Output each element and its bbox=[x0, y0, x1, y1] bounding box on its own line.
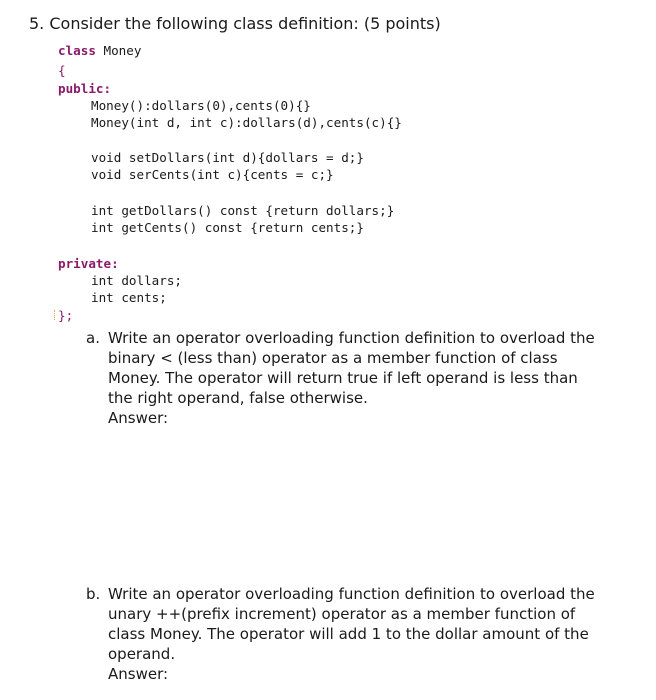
part-b-body bbox=[108, 584, 628, 684]
code-private-label: private: bbox=[58, 256, 119, 271]
part-b-letter: b. bbox=[86, 585, 101, 603]
part-a-line: Write an operator overloading function definition to overload the bbox=[108, 329, 595, 347]
code-member-dollars: int dollars; bbox=[91, 273, 182, 288]
part-a-letter: a. bbox=[86, 329, 100, 347]
part-a-answer-label: Answer: bbox=[108, 409, 169, 427]
editor-gutter-marker bbox=[54, 310, 57, 320]
code-set-cents: void serCents(int c){cents = c;} bbox=[91, 167, 334, 182]
keyword-class: class bbox=[58, 43, 96, 58]
part-a bbox=[86, 328, 646, 428]
part-a-line: Money. The operator will return true if left operand is less than bbox=[108, 369, 578, 387]
code-get-cents: int getCents() const {return cents;} bbox=[91, 220, 364, 235]
part-b-line: class Money. The operator will add 1 to the dollar amount of the bbox=[108, 625, 589, 643]
code-line-class bbox=[58, 42, 141, 59]
code-get-dollars: int getDollars() const {return dollars;} bbox=[91, 203, 395, 218]
part-b bbox=[86, 584, 646, 684]
part-a-line: binary < (less than) operator as a member function of class bbox=[108, 349, 558, 367]
part-a-line: the right operand, false otherwise. bbox=[108, 389, 368, 407]
question-title: 5. Consider the following class definition: (5 points) bbox=[29, 14, 441, 33]
code-ctor-params: Money(int d, int c):dollars(d),cents(c){} bbox=[91, 115, 402, 130]
code-set-dollars: void setDollars(int d){dollars = d;} bbox=[91, 150, 364, 165]
part-b-answer-label: Answer: bbox=[108, 665, 169, 683]
code-open-brace: { bbox=[58, 63, 66, 78]
code-close-brace: }; bbox=[58, 308, 74, 323]
class-name: Money bbox=[103, 43, 142, 58]
part-b-line: Write an operator overloading function definition to overload the bbox=[108, 585, 595, 603]
code-ctor-default: Money():dollars(0),cents(0){} bbox=[91, 98, 311, 113]
code-public-label: public: bbox=[58, 81, 112, 96]
code-member-cents: int cents; bbox=[91, 290, 167, 305]
part-a-body bbox=[108, 328, 628, 428]
part-b-line: operand. bbox=[108, 645, 176, 663]
part-b-line: unary ++(prefix increment) operator as a member function of bbox=[108, 605, 576, 623]
